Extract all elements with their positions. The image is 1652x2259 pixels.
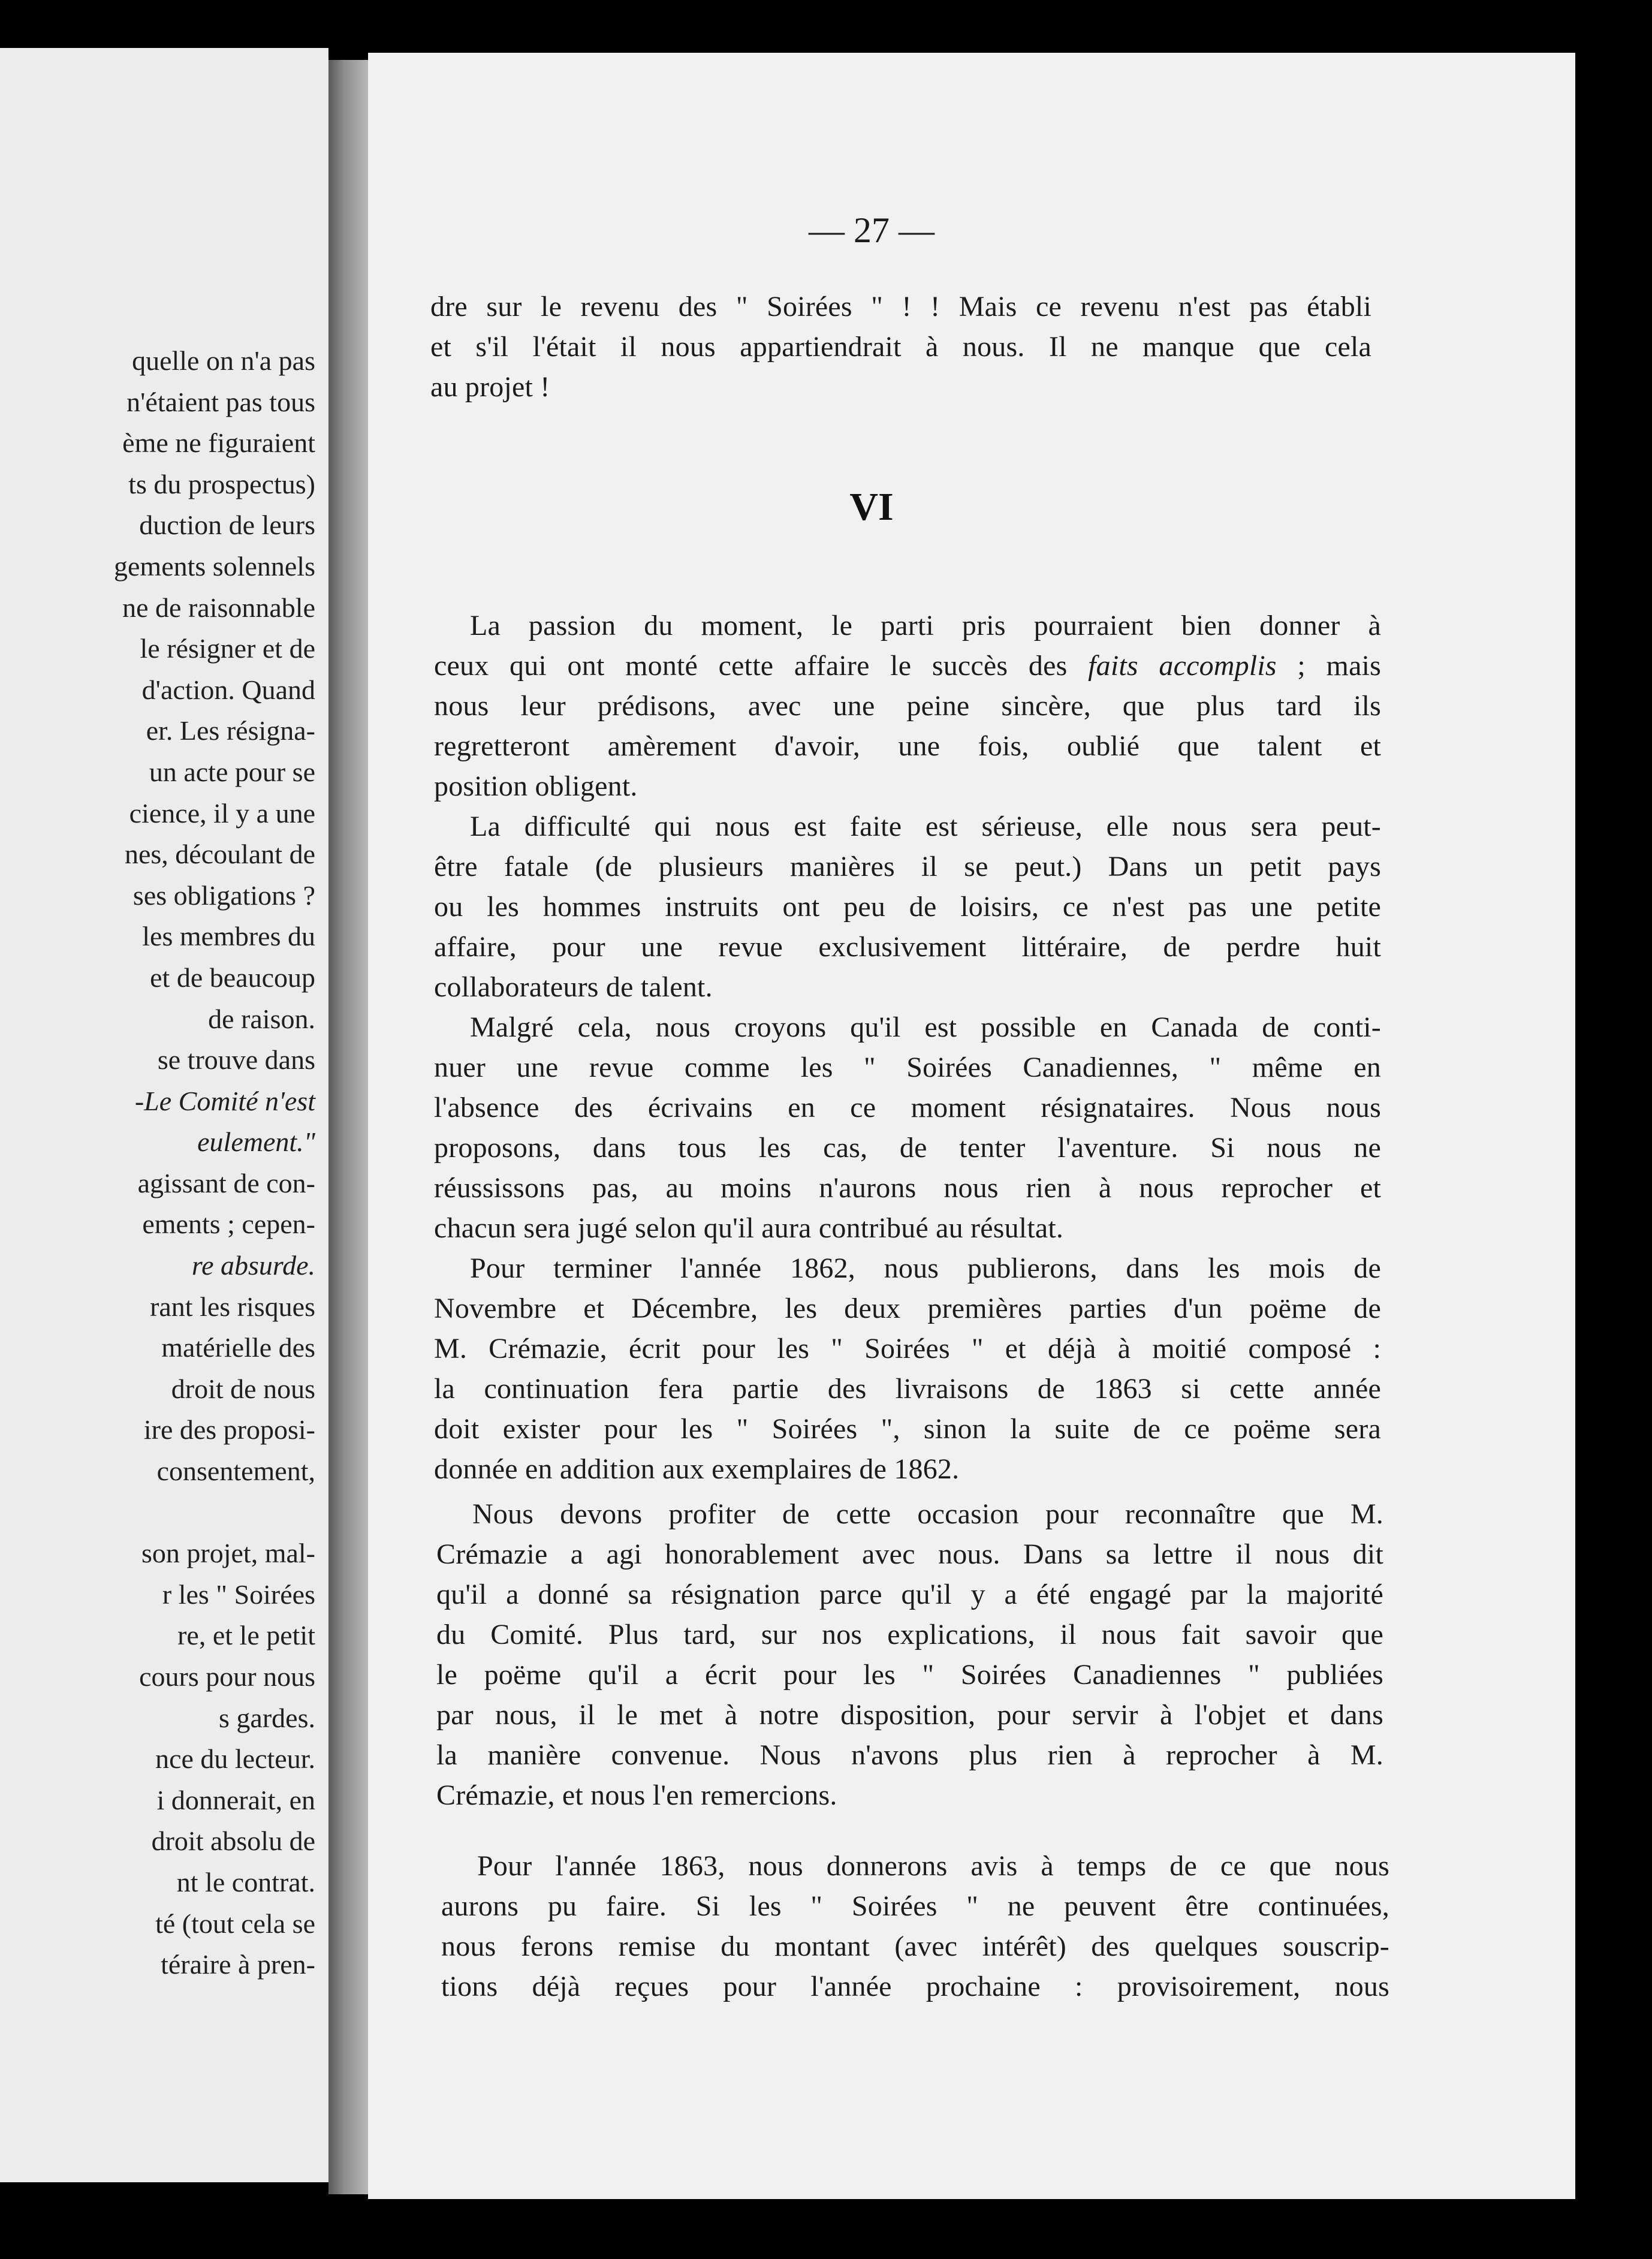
paragraph-intro: [430, 287, 1371, 407]
left-page-line: consentement,: [156, 1456, 315, 1487]
left-page-line: droit de nous: [171, 1373, 315, 1404]
text-line: Malgré cela, nous croyons qu'il est possible en Canada de conti-: [470, 1011, 1381, 1043]
text-line: Crémazie a agi honorablement avec nous. Dans sa lettre il nous dit: [436, 1538, 1383, 1570]
left-page-line: nes, découlant de: [124, 839, 315, 870]
left-page-line: s gardes.: [219, 1702, 315, 1733]
left-page-line: un acte pour se: [149, 756, 315, 787]
text-line: Pour terminer l'année 1862, nous publierons, dans les mois de: [470, 1252, 1381, 1284]
left-page-line: re absurde.: [191, 1250, 315, 1281]
left-facing-page: [0, 48, 328, 2182]
left-page-line: et de beaucoup: [150, 962, 315, 993]
left-page-text: [114, 341, 315, 1986]
left-page-line: i donnerait, en: [156, 1784, 315, 1815]
left-page-line: de raison.: [208, 1003, 315, 1034]
left-page-line: té (tout cela se: [155, 1908, 315, 1939]
left-page-line: ses obligations ?: [132, 879, 315, 911]
text-line: donnée en addition aux exemplaires de 1862.: [434, 1453, 960, 1485]
left-page-line: son projet, mal-: [141, 1538, 315, 1569]
text-line: par nous, il le met à notre disposition, pour servir à l'objet et dans: [436, 1699, 1383, 1731]
left-page-line: cours pour nous: [139, 1661, 315, 1692]
left-page-line: nt le contrat.: [176, 1866, 315, 1897]
left-page-line: le résigner et de: [140, 633, 315, 664]
text-span: ; mais: [1276, 650, 1381, 682]
left-page-line: er. Les résigna-: [146, 715, 315, 746]
left-page-line: -Le Comité n'est: [134, 1085, 315, 1116]
text-line: aurons pu faire. Si les " Soirées " ne peuvent être continuées,: [441, 1890, 1389, 1922]
text-line: M. Crémazie, écrit pour les " Soirées " et déjà à moitié composé :: [434, 1333, 1381, 1365]
text-line: [434, 646, 1381, 686]
page-number: — 27 —: [809, 210, 934, 250]
text-line: du Comité. Plus tard, sur nos explications, il nous fait savoir que: [436, 1619, 1383, 1650]
left-page-line: duction de leurs: [139, 510, 315, 541]
text-line: nous leur prédisons, avec une peine sincère, que plus tard ils: [434, 690, 1381, 722]
text-line: affaire, pour une revue exclusivement littéraire, de perdre huit: [434, 931, 1381, 963]
text-line: l'absence des écrivains en ce moment résignataires. Nous nous: [434, 1092, 1381, 1124]
text-line: La difficulté qui nous est faite est sérieuse, elle nous sera peut-: [470, 811, 1381, 842]
text-line: doit exister pour les " Soirées ", sinon la suite de ce poëme sera: [434, 1413, 1381, 1445]
paragraph-group-main: [434, 606, 1381, 1489]
text-line: le poëme qu'il a écrit pour les " Soirées Canadiennes " publiées: [436, 1659, 1383, 1691]
left-page-line: se trouve dans: [157, 1044, 315, 1076]
text-line: ou les hommes instruits ont peu de loisirs, ce n'est pas une petite: [434, 891, 1381, 923]
left-page-line: [114, 1492, 315, 1534]
text-line: qu'il a donné sa résignation parce qu'il y a été engagé par la majorité: [436, 1579, 1383, 1610]
left-page-line: les membres du: [142, 921, 315, 952]
text-line: chacun sera jugé selon qu'il aura contribué au résultat.: [434, 1212, 1064, 1244]
italic-text: faits accomplis: [1088, 650, 1277, 682]
text-line: Nous devons profiter de cette occasion pour reconnaître que M.: [472, 1498, 1383, 1530]
left-page-line: nce du lecteur.: [155, 1743, 315, 1775]
text-line: Pour l'année 1863, nous donnerons avis à temps de ce que nous: [477, 1850, 1389, 1882]
text-line: réussissons pas, au moins n'aurons nous rien à nous reprocher et: [434, 1172, 1381, 1204]
left-page-line: quelle on n'a pas: [132, 345, 315, 376]
text-line: dre sur le revenu des " Soirées " ! ! Mais ce revenu n'est pas établi: [430, 291, 1371, 323]
left-page-line: ne de raisonnable: [122, 592, 315, 623]
text-line: tions déjà reçues pour l'année prochaine : provisoirement, nous: [441, 1971, 1389, 2002]
left-page-line: n'étaient pas tous: [126, 386, 315, 417]
section-heading: VI: [849, 485, 894, 529]
left-page-line: ème ne figuraient: [122, 427, 315, 459]
book-gutter: [328, 60, 368, 2194]
paragraph-group-devons: [436, 1494, 1383, 1815]
left-page-line: cience, il y a une: [129, 797, 315, 829]
text-line: la manière convenue. Nous n'avons plus rien à reprocher à M.: [436, 1739, 1383, 1771]
left-page-line: matérielle des: [161, 1332, 315, 1363]
left-page-line: droit absolu de: [151, 1826, 315, 1857]
text-line: position obligent.: [434, 770, 638, 802]
text-line: collaborateurs de talent.: [434, 971, 713, 1003]
left-page-line: agissant de con-: [137, 1167, 315, 1198]
paragraph-group-annee: [441, 1846, 1389, 2007]
left-page-line: ire des proposi-: [143, 1414, 315, 1445]
text-line: et s'il l'était il nous appartiendrait à nous. Il ne manque que cela: [430, 331, 1371, 363]
left-page-line: rant les risques: [150, 1291, 315, 1322]
text-line: La passion du moment, le parti pris pourraient bien donner à: [470, 610, 1381, 641]
text-line: être fatale (de plusieurs manières il se peut.) Dans un petit pays: [434, 851, 1381, 882]
right-page: [368, 53, 1575, 2199]
left-page-line: re, et le petit: [177, 1620, 315, 1651]
left-page-line: eulement.": [197, 1127, 315, 1158]
left-page-line: ts du prospectus): [128, 468, 315, 499]
text-line: la continuation fera partie des livraisons de 1863 si cette année: [434, 1373, 1381, 1405]
text-line: au projet !: [430, 371, 550, 403]
left-page-line: d'action. Quand: [141, 674, 315, 705]
left-page-line: ements ; cepen-: [142, 1209, 315, 1240]
text-line: Crémazie, et nous l'en remercions.: [436, 1779, 837, 1811]
text-line: regretteront amèrement d'avoir, une fois, oublié que talent et: [434, 730, 1381, 762]
text-line: nuer une revue comme les " Soirées Canadiennes, " même en: [434, 1052, 1381, 1083]
text-line: proposons, dans tous les cas, de tenter l'aventure. Si nous ne: [434, 1132, 1381, 1164]
left-page-line: r les " Soirées: [162, 1579, 315, 1610]
left-page-line: téraire à pren-: [161, 1949, 315, 1980]
text-line: nous ferons remise du montant (avec intérêt) des quelques souscrip-: [441, 1930, 1389, 1962]
left-page-line: gements solennels: [114, 550, 315, 582]
text-span: ceux qui ont monté cette affaire le succès des: [434, 650, 1089, 682]
text-line: Novembre et Décembre, les deux premières parties d'un poëme de: [434, 1293, 1381, 1324]
